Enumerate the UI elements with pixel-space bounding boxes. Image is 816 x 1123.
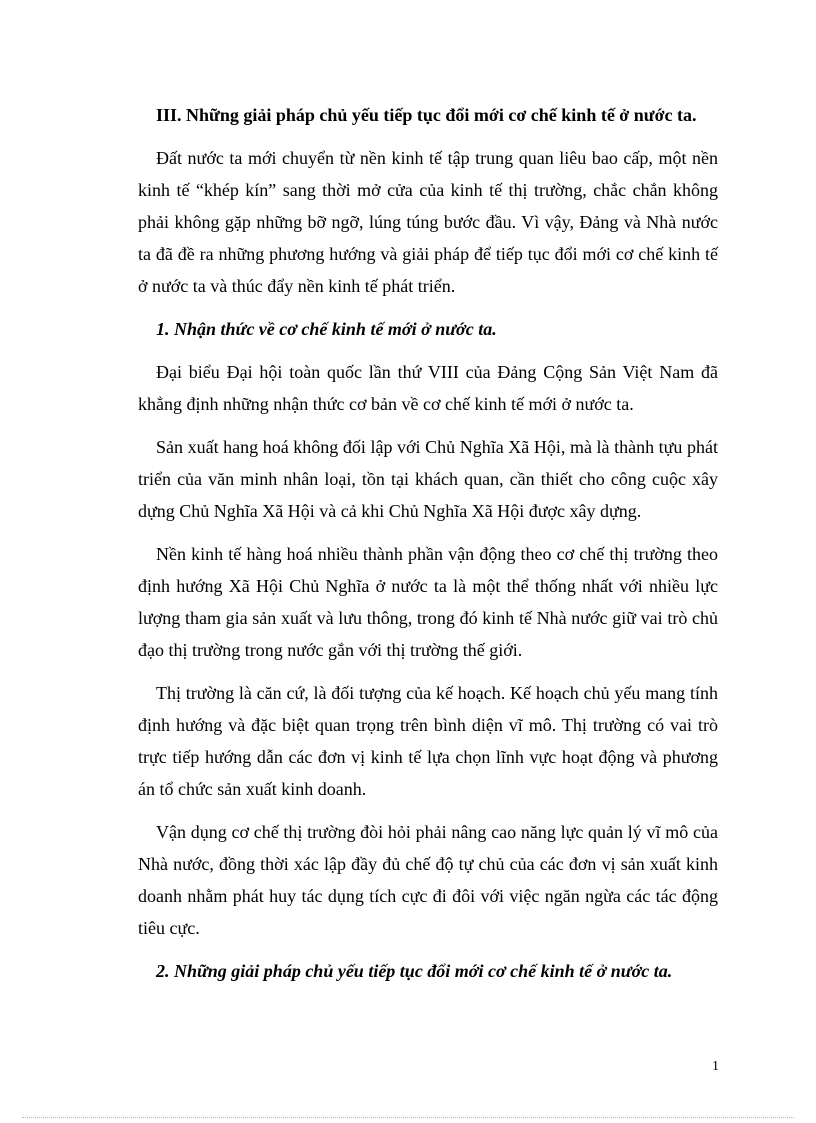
intro-paragraph: Đất nước ta mới chuyển từ nền kinh tế tập trung quan liêu bao cấp, một nền kinh tế “khép kín” sang thời mở cửa của kinh tế thị trường, chắc chắn không phải không gặp những bỡ ngỡ, lúng túng bước đầu. Vì vậy, Đảng và Nhà nước ta đã đề ra những phương hướng và giải pháp để tiếp tục đổi mới cơ chế kinh tế ở nước ta và thúc đẩy nền kinh tế phát triển. <box>138 148 718 296</box>
paragraph-multi-sector-economy: Nền kinh tế hàng hoá nhiều thành phần vận động theo cơ chế thị trường theo định hướng Xã Hội Chủ Nghĩa ở nước ta là một thể thống nhất với nhiều lực lượng tham gia sản xuất và lưu thông, trong đó kinh tế Nhà nước giữ vai trò chủ đạo thị trường trong nước gắn với thị trường thế giới. <box>138 544 718 660</box>
paragraph-commodity-production: Sản xuất hang hoá không đối lập với Chủ Nghĩa Xã Hội, mà là thành tựu phát triển của văn minh nhân loại, tồn tại khách quan, cần thiết cho công cuộc xây dựng Chủ Nghĩa Xã Hội và cả khi Chủ Nghĩa Xã Hội được xây dựng. <box>138 437 718 521</box>
section-2-heading: 2. Những giải pháp chủ yếu tiếp tục đổi mới cơ chế kinh tế ở nước ta. <box>156 961 673 981</box>
page-content <box>138 99 718 998</box>
page-bottom-divider <box>22 1117 794 1118</box>
paragraph-market-mechanism: Vận dụng cơ chế thị trường đòi hỏi phải nâng cao năng lực quản lý vĩ mô của Nhà nước, đồng thời xác lập đầy đủ chế độ tự chủ của các đơn vị sản xuất kinh doanh nhằm phát huy tác dụng tích cực đi đôi với việc ngăn ngừa các tác động tiêu cực. <box>138 822 718 938</box>
section-heading-main: III. Những giải pháp chủ yếu tiếp tục đổi mới cơ chế kinh tế ở nước ta. <box>156 105 697 125</box>
paragraph-market-and-plan: Thị trường là căn cứ, là đối tượng của kế hoạch. Kế hoạch chủ yếu mang tính định hướng và đặc biệt quan trọng trên bình diện vĩ mô. Thị trường có vai trò trực tiếp hướng dẫn các đơn vị kinh tế lựa chọn lĩnh vực hoạt động và phương án tổ chức sản xuất kinh doanh. <box>138 683 718 799</box>
section-1-heading: 1. Nhận thức về cơ chế kinh tế mới ở nước ta. <box>156 319 497 339</box>
paragraph-congress: Đại biểu Đại hội toàn quốc lần thứ VIII của Đảng Cộng Sản Việt Nam đã khẳng định những nhận thức cơ bản về cơ chế kinh tế mới ở nước ta. <box>138 362 718 414</box>
page-number: 1 <box>712 1059 719 1074</box>
